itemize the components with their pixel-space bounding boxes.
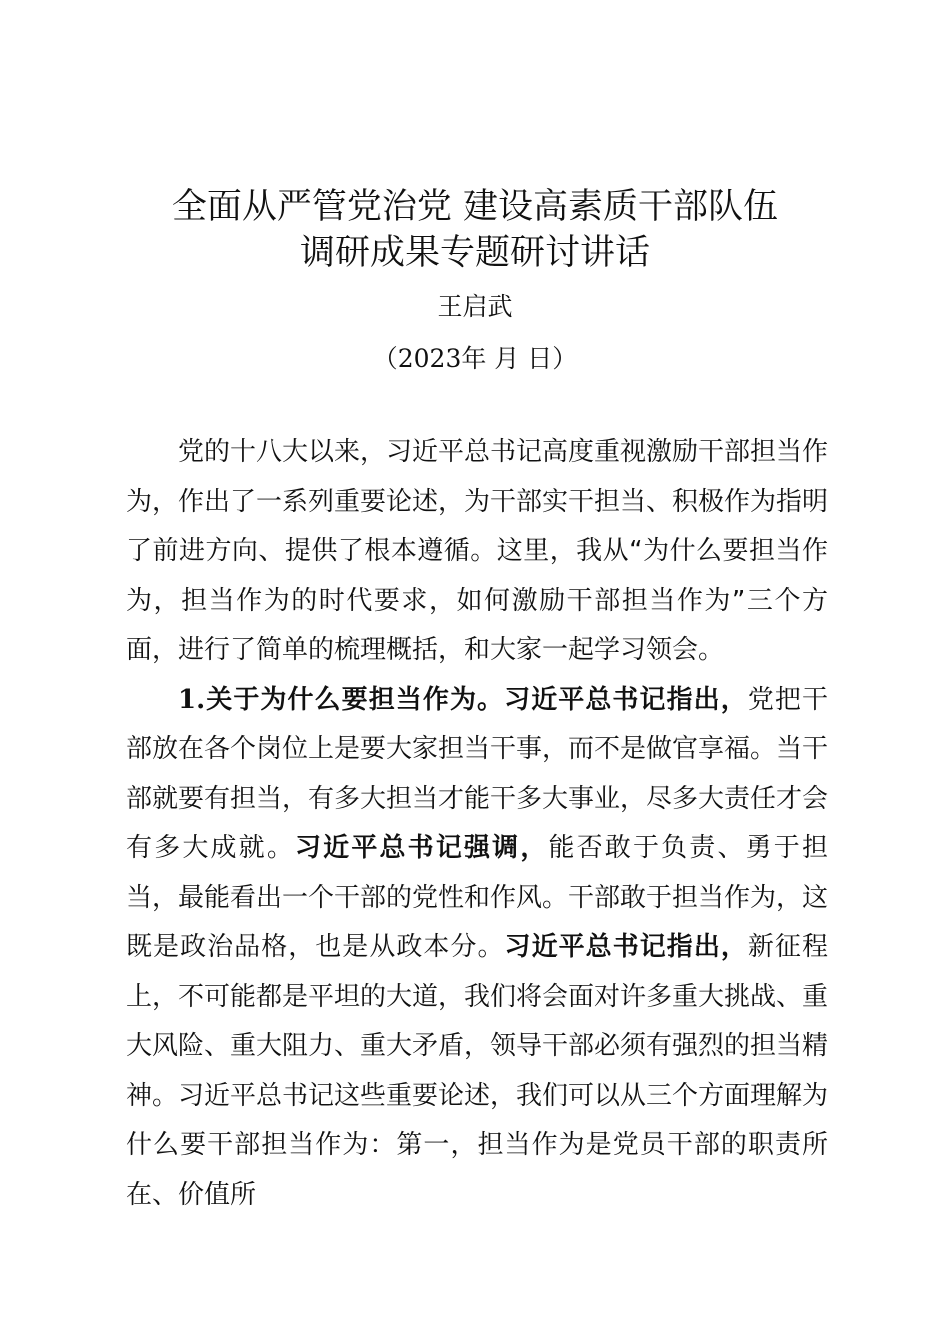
paragraph-text-1: 党把干部放在各个岗位上是要大家担当干事，而不是做官享福。当干部就要有担当，有多大担当才能干多大事业，尽多大责任才会有多大成就。 (126, 684, 829, 863)
bold-phrase-3: 习近平总书记指出， (504, 932, 748, 962)
section-number: 1. (178, 684, 206, 715)
document-title-line-2: 调研成果专题研讨讲话 (299, 233, 650, 273)
date-year: 2023 (397, 344, 462, 373)
document-author: 王启武 (437, 292, 513, 321)
title-block (0, 184, 950, 376)
date-open-paren: （ (372, 344, 398, 373)
paragraph-section-1 (126, 676, 828, 1221)
document-body (126, 428, 828, 1220)
paragraph-text-3: 新征程上，不可能都是平坦的大道，我们将会面对许多重大挑战、重大风险、重大阻力、重大矛盾，领导干部必须有强烈的担当精神。习近平总书记这些重要论述，我们可以从三个方面理解为什么要干部担当作为：第一，担当作为是党员干部的职责所在、价值所 (126, 932, 829, 1210)
bold-phrase-2: 习近平总书记强调， (295, 833, 549, 863)
document-date (0, 342, 950, 376)
document-title-line-1: 全面从严管党治党 建设高素质干部队伍 (171, 187, 779, 227)
bold-phrase-1: 习近平总书记指出， (504, 684, 748, 715)
paragraph-intro: 党的十八大以来，习近平总书记高度重视激励干部担当作为，作出了一系列重要论述，为干部实干担当、积极作为指明了前进方向、提供了根本遵循。这里，我从“为什么要担当作为，担当作为的时代要求，如何激励干部担当作为”三个方面，进行了简单的梳理概括，和大家一起学习领会。 (126, 437, 829, 665)
paragraph-text-2: 能否敢于负责、勇于担当，最能看出一个干部的党性和作风。干部敢于担当作为，这既是政治品格，也是从政本分。 (126, 833, 829, 962)
section-heading: 关于为什么要担当作为。 (205, 684, 505, 715)
date-rest: 年 月 日） (461, 344, 578, 373)
